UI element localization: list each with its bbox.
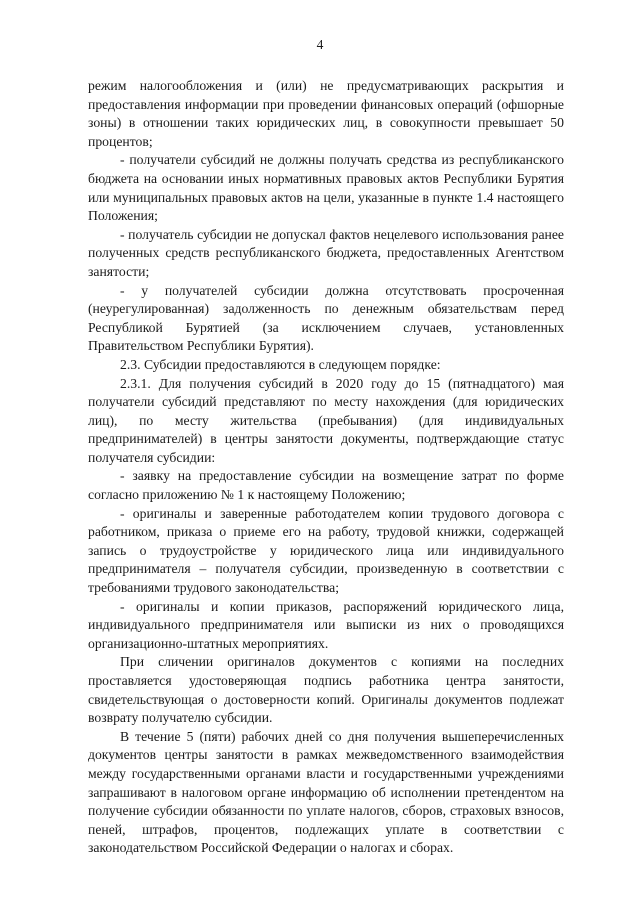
paragraph-tax-inquiry: В течение 5 (пяти) рабочих дней со дня получения вышеперечисленных документов центры занятости в рамках межведомственного взаимодействия между государственными органами власти и государственными учреждениями запрашивают в налоговом органе информацию об исполнении претендентом на получение субсидии обязанности по уплате налогов, сборов, страховых взносов, пеней, штрафов, процентов, подлежащих уплате в соответствии с законодательством Российской Федерации о налогах и сборах. [88, 728, 564, 856]
paragraph-offshore-continuation: режим налогообложения и (или) не предусматривающих раскрытия и предоставления информации при проведении финансовых операций (офшорные зоны) в отношении таких юридических лиц, в совокупности превышает 50 процентов; [88, 78, 564, 149]
paragraph-no-misuse: - получатель субсидии не допускал фактов нецелевого использования ранее полученных средств республиканского бюджета, предоставленных Агентством занятости; [88, 226, 564, 279]
paragraph-verification: При сличении оригиналов документов с копиями на последних проставляется удостоверяющая подпись работника центра занятости, свидетельствующая о достоверности копий. Оригиналы документов подлежат возврату получателю субсидии. [88, 654, 564, 726]
paragraph-application: - заявку на предоставление субсидии на возмещение затрат по форме согласно приложению № 1 к настоящему Положению; [88, 468, 564, 503]
paragraph-no-other-funds: - получатели субсидий не должны получать средства из республиканского бюджета на основании иных нормативных правовых актов Республики Бурятия или муниципальных правовых актов на цели, указанные в пункте 1.4 настоящего Положения; [88, 152, 564, 224]
paragraph-section-2-3-1: 2.3.1. Для получения субсидий в 2020 году до 15 (пятнадцатого) мая получатели субсидий представляют по месту нахождения (для юридических лиц), по месту жительства (пребывания) (для индивидуальных предпринимателей) в центры занятости документы, подтверждающие статус получателя субсидии: [88, 375, 564, 465]
paragraph-no-overdue-debt: - у получателей субсидии должна отсутствовать просроченная (неурегулированная) задолженность по денежным обязательствам перед Республикой Бурятией (за исключением случаев, установленных Правительством Республики Бурятия). [88, 282, 564, 354]
paragraph-employment-documents: - оригиналы и заверенные работодателем копии трудового договора с работником, приказа о приеме его на работу, трудовой книжки, содержащей запись о трудоустройстве у юридического лица или индивидуального предпринимателя – получателя субсидии, произведенную в соответствии с требованиями трудового законодательства; [88, 505, 564, 596]
paragraph-orders-copies: - оригиналы и копии приказов, распоряжений юридического лица, индивидуального предпринимателя или выписки из них о проводящихся организационно-штатных мероприятиях. [88, 598, 564, 651]
document-body [88, 77, 564, 858]
page-number: 4 [316, 37, 324, 52]
paragraph-section-2-3: 2.3. Субсидии предоставляются в следующем порядке: [120, 356, 441, 372]
